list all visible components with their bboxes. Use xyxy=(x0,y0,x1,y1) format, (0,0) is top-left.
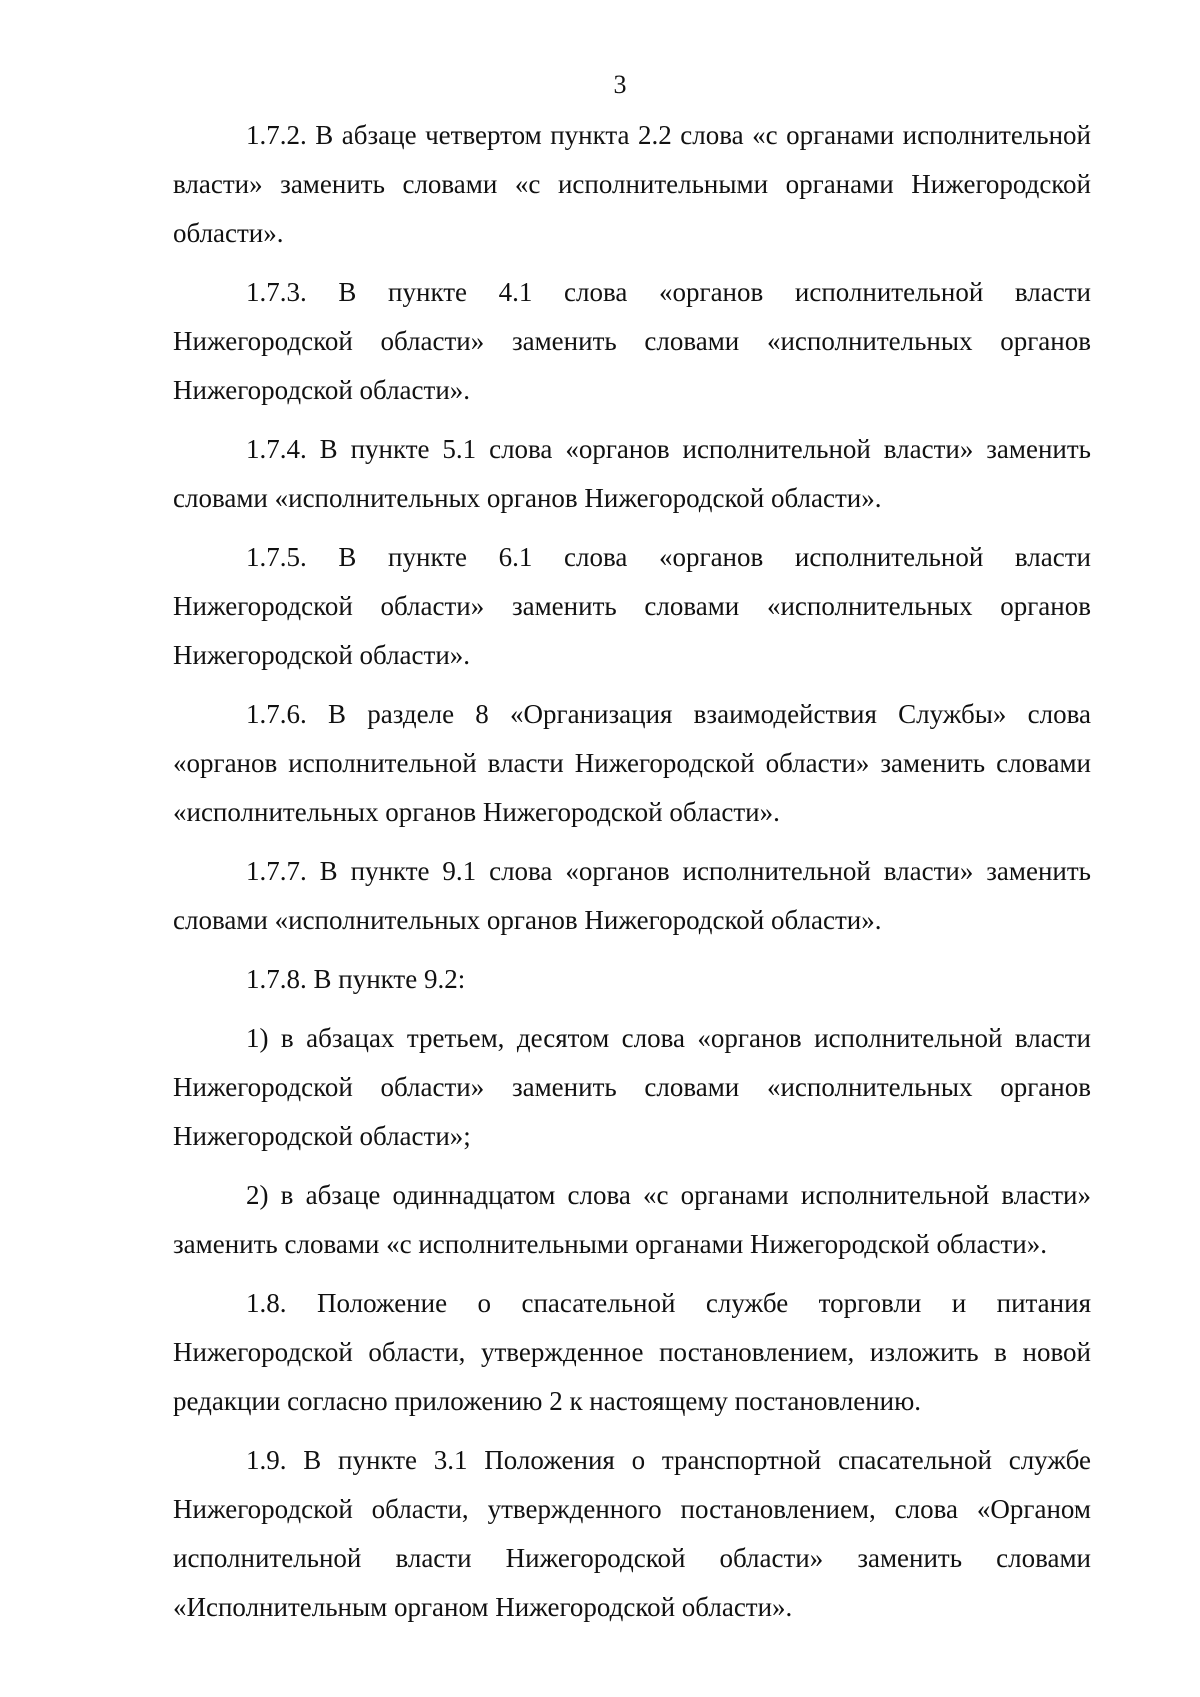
paragraph-1-7-6: 1.7.6. В разделе 8 «Организация взаимодействия Службы» слова «органов исполнительной власти Нижегородской области» заменить словами «исполнительных органов Нижегородской области». xyxy=(173,699,1091,827)
page-number: 3 xyxy=(613,70,627,99)
document-body xyxy=(173,111,1091,1632)
paragraph-item-2: 2) в абзаце одиннадцатом слова «с органами исполнительной власти» заменить словами «с исполнительными органами Нижегородской области». xyxy=(173,1180,1091,1259)
paragraph-1-7-8: 1.7.8. В пункте 9.2: xyxy=(246,964,466,994)
paragraph-1-7-4: 1.7.4. В пункте 5.1 слова «органов исполнительной власти» заменить словами «исполнительных органов Нижегородской области». xyxy=(173,434,1091,513)
paragraph-1-7-5: 1.7.5. В пункте 6.1 слова «органов исполнительной власти Нижегородской области» заменить словами «исполнительных органов Нижегородской области». xyxy=(173,542,1091,670)
paragraph-1-7-7: 1.7.7. В пункте 9.1 слова «органов исполнительной власти» заменить словами «исполнительных органов Нижегородской области». xyxy=(173,856,1091,935)
paragraph-1-7-3: 1.7.3. В пункте 4.1 слова «органов исполнительной власти Нижегородской области» заменить словами «исполнительных органов Нижегородской области». xyxy=(173,277,1091,405)
paragraph-1-8: 1.8. Положение о спасательной службе торговли и питания Нижегородской области, утвержденное постановлением, изложить в новой редакции согласно приложению 2 к настоящему постановлению. xyxy=(173,1288,1091,1416)
paragraph-item-1: 1) в абзацах третьем, десятом слова «органов исполнительной власти Нижегородской области» заменить словами «исполнительных органов Нижегородской области»; xyxy=(173,1023,1091,1151)
paragraph-1-9: 1.9. В пункте 3.1 Положения о транспортной спасательной службе Нижегородской области, утвержденного постановлением, слова «Органом исполнительной власти Нижегородской области» заменить словами «Исполнительным органом Нижегородской области». xyxy=(173,1445,1091,1622)
paragraph-1-7-2: 1.7.2. В абзаце четвертом пункта 2.2 слова «с органами исполнительной власти» заменить словами «с исполнительными органами Нижегородской области». xyxy=(173,120,1091,248)
